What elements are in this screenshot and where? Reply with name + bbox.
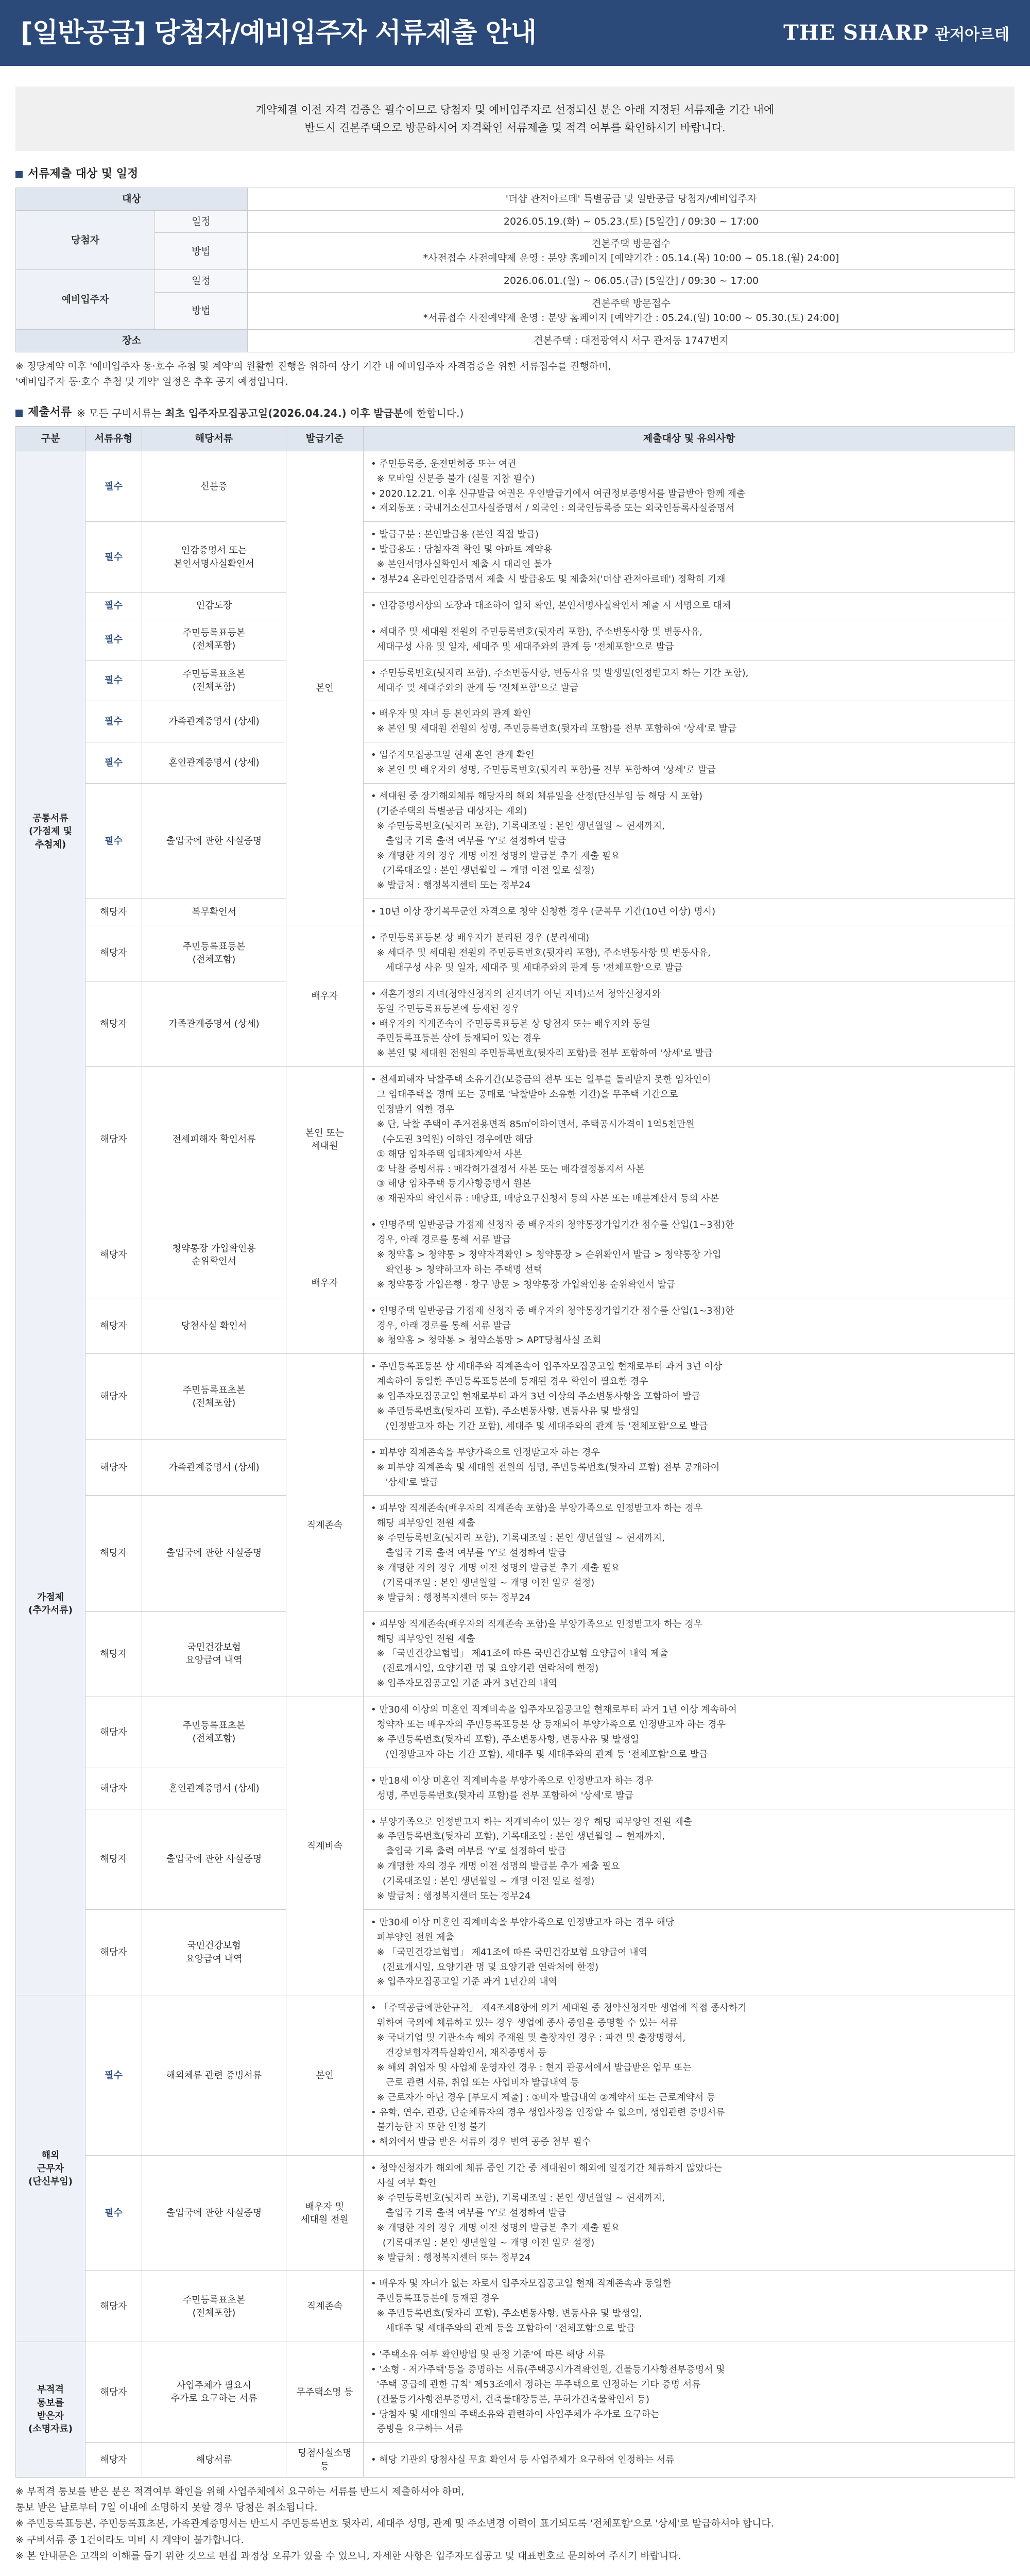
issuer-cell: 배우자 (286, 1212, 364, 1354)
doc-type-cell: 해당자 (85, 981, 142, 1066)
note-line: • 피부양 직계존속(배우자의 직계존속 포함)을 부양가족으로 인정받고자 하는 경우 (371, 1503, 703, 1514)
notice-line: 계약체결 이전 자격 검증은 필수이므로 당첨자 및 예비입주자로 선정되신 분은 아래 지정된 서류제출 기간 내에 (255, 104, 775, 116)
doc-type-cell: 필수 (85, 701, 142, 742)
note-line: (기록대조일 : 본인 생년월일 ~ 개명 이전 일로 설정) (371, 1577, 595, 1588)
reserve-method-label: 방법 (155, 292, 248, 329)
doc-notes-cell (364, 1995, 1015, 2156)
doc-name-cell: 사업주체가 필요시 추가로 요구하는 서류 (142, 2342, 286, 2443)
notice-line: 반드시 견본주택으로 방문하시어 자격확인 서류제출 및 적격 여부를 확인하시기 바랍니다. (304, 121, 726, 134)
note-line: ※ 해외 취업자 및 사업체 운영자인 경우 : 현지 관공서에서 발급받은 업무 또는 (371, 2062, 692, 2073)
doc-notes-cell (364, 2271, 1015, 2342)
doc-notes-cell (364, 1354, 1015, 1439)
note-line: 위하여 국외에 체류하고 있는 경우 생업에 종사 중임을 증명할 수 있는 서류 (371, 2018, 678, 2029)
note-line: ※ 청약홈 > 청약통 > 청약소통망 > APT당첨사실 조회 (371, 1335, 602, 1346)
doc-name-cell: 가족관계증명서 (상세) (142, 981, 286, 1066)
col-doc-name: 해당서류 (142, 427, 286, 451)
schedule-section-title: 서류제출 대상 및 일정 (15, 166, 1015, 182)
note-line: '상세'로 발급 (371, 1477, 439, 1488)
doc-notes-cell (364, 1909, 1015, 1995)
table-row (16, 2443, 1015, 2477)
doc-name-cell: 출입국에 관한 사실증명 (142, 783, 286, 899)
table-row (16, 2342, 1015, 2443)
doc-type-cell: 필수 (85, 522, 142, 593)
table-row (16, 451, 1015, 522)
note-line: • 인명주택 일반공급 가점제 신청자 중 배우자의 청약통장가입기간 점수를 산입(1~3점)한 (371, 1305, 734, 1316)
doc-name-cell: 신분증 (142, 451, 286, 522)
note-line: (인정받고자 하는 기간 포함), 세대주 및 세대주와의 관계 등 '전체포함'으로 발급 (371, 1420, 708, 1432)
note-line: • 배우자 및 자녀 등 본인과의 관계 확인 (371, 708, 531, 720)
note-line: • 피부양 직계존속을 부양가족으로 인정받고자 하는 경우 (371, 1447, 600, 1458)
note-line: • 주민등록번호(뒷자리 포함), 주소변동사항, 변동사유 및 발생일(인정받고자 하는 기간 포함), (371, 667, 749, 679)
table-row (16, 1496, 1015, 1611)
doc-notes-cell (364, 451, 1015, 522)
note-line: ※ 입주자모집공고일 기준 과거 3년간의 내역 (371, 1678, 558, 1689)
table-row (16, 1439, 1015, 1496)
note-line: • 「주택공급에관한규칙」 제4조제8항에 의거 세대원 중 청약신청자만 생업에 직접 종사하기 (371, 2003, 747, 2014)
note-line: ※ 세대주 및 세대원 전원의 주민등록번호(뒷자리 포함), 주소변동사항 및 변동사유, (371, 947, 711, 958)
doc-name-cell: 해외체류 관련 증빙서류 (142, 1995, 286, 2156)
doc-name-cell: 혼인관계증명서 (상세) (142, 742, 286, 784)
issuer-cell: 본인 (286, 1995, 364, 2156)
note-line: ③ 해당 임차주택 등기사항증명서 원본 (371, 1178, 531, 1190)
note-line: ※ 「국민건강보험법」 제41조에 따른 국민건강보험 요양급여 내역 제출 (371, 1648, 668, 1659)
note-line: (기록대조일 : 본인 생년월일 ~ 개명 이전 일로 설정) (371, 865, 595, 876)
note-line: (수도권 3억원) 이하인 경우에만 해당 (371, 1133, 533, 1145)
doc-notes-cell (364, 1611, 1015, 1697)
doc-type-cell: 해당자 (85, 1212, 142, 1298)
note-line: ※ 청약홈 > 청약통 > 청약자격확인 > 청약통장 > 순위확인서 발급 > 청약통장 가입 (371, 1249, 722, 1260)
doc-type-cell: 필수 (85, 619, 142, 660)
doc-notes-cell (364, 592, 1015, 619)
category-cell: 가점제 (추가서류) (16, 1212, 85, 1995)
winner-date-label: 일정 (155, 210, 248, 233)
note-line: • 청약신청자가 해외에 체류 중인 기간 중 세대원이 해외에 일정기간 체류하지 않았다는 (371, 2163, 723, 2174)
doc-type-cell: 해당자 (85, 1809, 142, 1909)
doc-notes-cell (364, 899, 1015, 925)
bottom-notes: ※ 부적격 통보를 받은 분은 적격여부 확인을 위해 사업주체에서 요구하는 서류를 반드시 제출하셔야 하며, 통보 받은 날로부터 7일 이내에 소명하지 못할 경우 당첨은 취소됩니다. ※ 주민등록표등본, 주민등록표초본, 가족관계증명서는 반드시 주민등록번호 뒷자리, 세대주 성명, 관계 및 주소변경 이력이 표기되도록 '전체포함'으로 '상세'로 발급하셔야 합니다. ※ 구비서류 중 1건이라도 미비 시 계약이 불가합니다. ※ 본 안내문은 고객의 이해를 돕기 위한 것으로 편집 과정상 오류가 있을 수 있으니, 자세한 사항은 입주자모집공고 및 대표번호로 문의하여 주시기 바랍니다. (15, 2485, 774, 2562)
doc-type-cell: 해당자 (85, 1439, 142, 1496)
doc-name-cell: 주민등록표초본 (전체포함) (142, 2271, 286, 2342)
doc-name-cell: 가족관계증명서 (상세) (142, 701, 286, 742)
reserve-date-label: 일정 (155, 270, 248, 293)
note-line: • 정부24 온라인인감증명서 제출 시 발급용도 및 제출처('더샵 관저아르테') 정확히 기재 (371, 574, 726, 585)
note-line: ④ 재권자의 확인서류 : 배당표, 배당요구신청서 등의 사본 또는 배분계산서 등의 사본 (371, 1193, 719, 1205)
table-row (16, 1697, 1015, 1768)
brand-logo-main: THE SHARP (783, 21, 929, 45)
square-bullet-icon (15, 410, 23, 417)
note-line: • 세대원 중 장기해외체류 해당자의 해외 체류일을 산정(단신부임 등 해당 시 포함) (371, 790, 703, 802)
note-line: 출입국 기록 출력 여부를 'Y'로 설정하여 발급 (371, 2207, 566, 2218)
table-row (16, 2271, 1015, 2342)
note-line: ※ 입주자모집공고일 현재로부터 과거 3년 이상의 주소변동사항을 포함하여 발급 (371, 1391, 701, 1402)
place-label: 장소 (16, 330, 248, 352)
note-line: 그 임대주택을 경매 또는 공매로 '낙찰받아 소유한 기간)을 무주택 기간으로 (371, 1089, 678, 1100)
note-line: 동일 주민등록표등본에 등재된 경우 (371, 1003, 520, 1014)
note-line: ※ 발급처 : 행정복지센터 또는 정부24 (371, 1890, 531, 1902)
issuer-cell: 본인 (286, 451, 364, 925)
note-line: ※ 본인 및 세대원 전원의 성명, 주민등록번호(뒷자리 포함)를 전부 포함하여 '상세'로 발급 (371, 723, 737, 735)
square-bullet-icon (15, 171, 23, 178)
note-line: 출입국 기록 출력 여부를 'Y'로 설정하여 발급 (371, 835, 566, 846)
doc-name-cell: 주민등록표등본 (전체포함) (142, 925, 286, 981)
table-row (16, 2156, 1015, 2271)
note-line: ※ 주민등록번호(뒷자리 포함), 기록대조일 : 본인 생년월일 ~ 현재까지, (371, 1831, 665, 1842)
note-line: ※ 주민등록번호(뒷자리 포함), 기록대조일 : 본인 생년월일 ~ 현재까지, (371, 1533, 665, 1544)
table-row (16, 1067, 1015, 1212)
note-line: • 주민등록표등본 상 배우자가 분리된 경우 (분리세대) (371, 933, 590, 944)
doc-notes-cell (364, 522, 1015, 593)
issuer-cell: 무주택소명 등 (286, 2342, 364, 2443)
table-row (16, 701, 1015, 742)
issuer-cell: 배우자 (286, 925, 364, 1067)
table-row (16, 1298, 1015, 1354)
doc-name-cell: 출입국에 관한 사실증명 (142, 1496, 286, 1611)
doc-name-cell: 주민등록표등본 (전체포함) (142, 619, 286, 660)
col-category: 구분 (16, 427, 85, 451)
note-line: • 발급용도 : 당첨자격 확인 및 아파트 계약용 (371, 544, 553, 555)
note-line: 세대구성 사유 및 일자, 세대주 및 세대주와의 관계 등 '전체포함'으로 발급 (371, 641, 674, 652)
table-row (16, 592, 1015, 619)
winner-date-value: 2026.05.19.(화) ~ 05.23.(토) [5일간] / 09:30 ~ 17:00 (248, 210, 1015, 233)
note-line: 계속하여 동일한 주민등록표등본에 등재된 경우 확인이 필요한 경우 (371, 1376, 648, 1387)
reserve-date-value: 2026.06.01.(월) ~ 06.05.(금) [5일간] / 09:30 ~ 17:00 (248, 270, 1015, 293)
doc-name-cell: 인감증명서 또는 본인서명사실확인서 (142, 522, 286, 593)
doc-type-cell: 해당자 (85, 1611, 142, 1697)
winner-label: 당첨자 (16, 210, 155, 270)
reserve-method-value: 견본주택 방문접수 *서류접수 사전예약제 운영 : 분양 홈페이지 [예약기간 : 05.24.(일) 10:00 ~ 05.30.(토) 24:00] (248, 292, 1015, 329)
doc-name-cell: 당첨사실 확인서 (142, 1298, 286, 1354)
col-doc-type: 서류유형 (85, 427, 142, 451)
doc-notes-cell (364, 1298, 1015, 1354)
note-line: • 주민등록증, 운전면허증 또는 여권 (371, 458, 517, 469)
note-line: 경우, 아래 경로를 통해 서류 발급 (371, 1234, 511, 1246)
table-row (16, 619, 1015, 660)
doc-type-cell: 해당자 (85, 1298, 142, 1354)
docs-section-title: 제출서류 ※ 모든 구비서류는 최초 입주자모집공고일(2026.04.24.) 이후 발급분에 한합니다.) (15, 405, 1015, 421)
note-line: ※ 「국민건강보험법」 제41조에 따른 국민건강보험 요양급여 내역 (371, 1946, 648, 1958)
table-row (16, 660, 1015, 701)
note-line: • 배우자의 직계존속이 주민등록표등본 상 당첨자 또는 배우자와 동일 (371, 1018, 651, 1029)
doc-notes-cell (364, 1809, 1015, 1909)
doc-name-cell: 주민등록표초본 (전체포함) (142, 1354, 286, 1439)
doc-notes-cell (364, 1067, 1015, 1212)
note-line: ② 낙찰 증빙서류 : 매각허가결정서 사본 또는 매각결정통지서 사본 (371, 1163, 645, 1175)
issuer-cell: 직계존속 (286, 2271, 364, 2342)
note-line: 세대주 및 세대주와의 관계 등 '전체포함'으로 발급 (371, 682, 579, 693)
doc-notes-cell (364, 660, 1015, 701)
note-line: • 재혼가정의 자녀(청약신청자의 친자녀가 아닌 자녀)로서 청약신청자와 (371, 988, 661, 999)
note-line: • 세대주 및 세대원 전원의 주민등록번호(뒷자리 포함), 주소변동사항 및 변동사유, (371, 626, 703, 637)
issuer-cell: 본인 또는 세대원 (286, 1067, 364, 1212)
doc-name-cell: 출입국에 관한 사실증명 (142, 1809, 286, 1909)
note-line: 주민등록표등본 상에 등재되어 있는 경우 (371, 1033, 541, 1044)
note-line: • 배우자 및 자녀가 없는 자로서 입주자모집공고일 현재 직계존속과 동일한 (371, 2278, 672, 2290)
note-line: • '주택소유 여부 확인방법 및 판정 기준'에 따른 해당 서류 (371, 2349, 605, 2360)
schedule-header-value: '더샵 관저아르테' 특별공급 및 일반공급 당첨자/예비입주자 (248, 188, 1015, 211)
doc-notes-cell (364, 925, 1015, 981)
doc-type-cell: 해당자 (85, 2271, 142, 2342)
table-row (16, 925, 1015, 981)
doc-notes-cell (364, 1439, 1015, 1496)
page-title: [일반공급] 당첨자/예비입주자 서류제출 안내 (21, 17, 537, 48)
col-notes: 제출대상 및 유의사항 (364, 427, 1015, 451)
note-line: ① 해당 임차주택 임대차계약서 사본 (371, 1148, 522, 1160)
brand-logo-sub: 관저아르테 (935, 26, 1009, 44)
note-line: ※ 개명한 자의 경우 개명 이전 성명의 발급분 추가 제출 필요 (371, 1861, 620, 1872)
category-cell: 부적격 통보를 받은자 (소명자료) (16, 2342, 85, 2478)
note-line: (건물등기사항전부증명서, 건축물대장등본, 무허가건축물확인서 등) (371, 2394, 649, 2405)
page-header (0, 0, 1030, 66)
note-line: 세대주 및 세대주와의 관계 등을 포함하여 '전체포함'으로 발급 (371, 2323, 636, 2334)
note-line: ※ 국내기업 및 기관소속 해외 주재원 및 출장자인 경우 : 파견 및 출장명령서, (371, 2032, 686, 2044)
note-line: 해당 피부양인 전원 제출 (371, 1518, 475, 1529)
note-line: 근로 관련 서류, 취업 또는 사업비자 발급내역 등 (371, 2077, 579, 2088)
doc-type-cell: 해당자 (85, 1768, 142, 1809)
note-line: • 재외동포 : 국내거소신고사실증명서 / 외국인 : 외국인등록증 또는 외국인등록사실증명서 (371, 503, 735, 514)
table-row (16, 1212, 1015, 1298)
table-row (16, 742, 1015, 784)
note-line: • 인감증명서상의 도장과 대조하여 일치 확인, 본인서명사실확인서 제출 시 서명으로 대체 (371, 600, 731, 611)
note-line: • 해당 기관의 당첨사실 무효 확인서 등 사업주체가 요구하여 인정하는 서류 (371, 2454, 675, 2465)
note-line: 청약자 또는 배우자의 주민등록표등본 상 등재되어 부양가족으로 인정받고자 하는 경우 (371, 1719, 726, 1731)
note-line: ※ 주민등록번호(뒷자리 포함), 주소변동사항, 변동사유 및 발생일, (371, 2308, 642, 2319)
doc-name-cell: 주민등록표초본 (전체포함) (142, 1697, 286, 1768)
note-line: • 10년 이상 장기복무군인 자격으로 청약 신청한 경우 (군복무 기간(10년 이상) 명시) (371, 906, 716, 918)
note-line: 경우, 아래 경로를 통해 서류 발급 (371, 1320, 511, 1331)
doc-name-cell: 인감도장 (142, 592, 286, 619)
note-line: ※ 본인서명사실확인서 제출 시 대리인 불가 (371, 559, 552, 570)
intro-notice (15, 87, 1015, 151)
doc-notes-cell (364, 701, 1015, 742)
doc-name-cell: 주민등록표초본 (전체포함) (142, 660, 286, 701)
issuer-cell: 배우자 및 세대원 전원 (286, 2156, 364, 2271)
table-row (16, 1909, 1015, 1995)
category-cell: 공통서류 (가점제 및 추첨제) (16, 451, 85, 1212)
doc-notes-cell (364, 783, 1015, 899)
note-line: 출입국 기록 출력 여부를 'Y'로 설정하여 발급 (371, 1548, 566, 1559)
doc-type-cell: 해당자 (85, 1354, 142, 1439)
doc-name-cell: 국민건강보험 요양급여 내역 (142, 1611, 286, 1697)
note-line: • 만30세 이상 미혼인 직계비속을 부양가족으로 인정받고자 하는 경우 해당 (371, 1917, 675, 1928)
doc-notes-cell (364, 1768, 1015, 1809)
note-line: ※ 주민등록번호(뒷자리 포함), 주소변동사항, 변동사유 및 발생일 (371, 1734, 640, 1745)
table-row (16, 1768, 1015, 1809)
doc-type-cell: 해당자 (85, 2443, 142, 2477)
note-line: (인정받고자 하는 기간 포함), 세대주 및 세대주와의 관계 등 '전체포함'으로 발급 (371, 1749, 708, 1760)
category-cell: 해외 근무자 (단신부임) (16, 1995, 85, 2342)
note-line: ※ 발급처 : 행정복지센터 또는 정부24 (371, 2252, 531, 2263)
doc-name-cell: 해당서류 (142, 2443, 286, 2477)
doc-type-cell: 해당자 (85, 2342, 142, 2443)
table-row (16, 1354, 1015, 1439)
table-row (16, 1611, 1015, 1697)
note-line: ※ 발급처 : 행정복지센터 또는 정부24 (371, 880, 531, 891)
note-line: (진료개시일, 요양기관 명 및 요양기관 연락처에 한정) (371, 1961, 599, 1973)
note-line: ※ 본인 및 세대원 전원의 주민등록번호(뒷자리 포함)를 전부 포함하여 '상세'로 발급 (371, 1048, 713, 1059)
doc-type-cell: 해당자 (85, 1909, 142, 1995)
doc-name-cell: 혼인관계증명서 (상세) (142, 1768, 286, 1809)
note-line: '주택 공급에 관한 규칙' 제53조에서 정하는 무주택으로 인정하는 기타 증명 서류 (371, 2379, 701, 2390)
doc-notes-cell (364, 2156, 1015, 2271)
table-row (16, 899, 1015, 925)
issuer-cell: 직계비속 (286, 1697, 364, 1995)
col-issuer: 발급기준 (286, 427, 364, 451)
reserve-label: 예비입주자 (16, 270, 155, 330)
note-line: (기준주택의 특별공급 대상자는 제외) (371, 805, 527, 817)
note-line: 사실 여부 확인 (371, 2178, 437, 2189)
note-line: ※ 개명한 자의 경우 개명 이전 성명의 발급분 추가 제출 필요 (371, 2222, 620, 2233)
note-line: ※ 개명한 자의 경우 개명 이전 성명의 발급분 추가 제출 필요 (371, 1563, 620, 1574)
doc-notes-cell (364, 2443, 1015, 2477)
note-line: • 입주자모집공고일 현재 혼인 관계 확인 (371, 750, 535, 761)
note-line: ※ 발급처 : 행정복지센터 또는 정부24 (371, 1592, 531, 1603)
note-line: 주민등록표등본에 등재된 경우 (371, 2293, 499, 2304)
note-line: ※ 청약통장 가입은행 · 창구 방문 > 청약통장 가입확인용 순위확인서 발급 (371, 1279, 676, 1290)
table-row (16, 1995, 1015, 2156)
schedule-header-label: 대상 (16, 188, 248, 211)
doc-notes-cell (364, 1496, 1015, 1611)
doc-notes-cell (364, 2342, 1015, 2443)
doc-name-cell: 가족관계증명서 (상세) (142, 1439, 286, 1496)
doc-type-cell: 해당자 (85, 925, 142, 981)
doc-type-cell: 필수 (85, 783, 142, 899)
documents-table-header (16, 427, 1015, 451)
table-row (16, 783, 1015, 899)
table-row (16, 1809, 1015, 1909)
doc-type-cell: 필수 (85, 1995, 142, 2156)
note-line: (기록대조일 : 본인 생년월일 ~ 개명 이전 일로 설정) (371, 1876, 595, 1887)
note-line: • 전세피해자 낙찰주택 소유기간(보증금의 전부 또는 일부를 돌려받지 못한 임차인이 (371, 1074, 711, 1086)
doc-type-cell: 필수 (85, 451, 142, 522)
note-line: ※ 본인 및 배우자의 성명, 주민등록번호(뒷자리 포함)를 전부 포함하여 '상세'로 발급 (371, 765, 716, 776)
note-line: 피부양인 전원 제출 (371, 1931, 454, 1943)
table-row (16, 981, 1015, 1066)
note-line: • 부양가족으로 인정받고자 하는 직계비속이 있는 경우 해당 피부양인 전원 제출 (371, 1816, 693, 1827)
note-line: ※ 근로자가 아닌 경우 [부모시 제출] : ①비자 발급내역 ②계약서 또는 근로계약서 등 (371, 2092, 716, 2103)
note-line: ※ 단, 낙찰 주택이 주거전용면적 85㎡이하이면서, 주택공시가격이 1억5천만원 (371, 1118, 695, 1130)
table-row (16, 522, 1015, 593)
place-value: 견본주택 : 대전광역시 서구 관저동 1747번지 (248, 330, 1015, 352)
note-line: ※ 주민등록번호(뒷자리 포함), 주소변동사항, 변동사유 및 발생일 (371, 1406, 640, 1417)
doc-name-cell: 청약통장 가입확인용 순위확인서 (142, 1212, 286, 1298)
note-line: • 유학, 연수, 관광, 단순체류자의 경우 생업사정을 인정할 수 없으며, 생업관련 증빙서류 (371, 2107, 725, 2118)
note-line: 출입국 기록 출력 여부를 'Y'로 설정하여 발급 (371, 1846, 566, 1857)
note-line: • 2020.12.21. 이후 신규발급 여권은 우인발급기에서 여권정보증명서를 발급받아 함께 제출 (371, 488, 746, 499)
doc-name-cell: 국민건강보험 요양급여 내역 (142, 1909, 286, 1995)
note-line: • 피부양 직계존속(배우자의 직계존속 포함)을 부양가족으로 인정받고자 하는 경우 (371, 1618, 703, 1630)
doc-notes-cell (364, 742, 1015, 784)
note-line: 세대구성 사유 및 일자, 세대주 및 세대주와의 관계 등 '전체포함'으로 발급 (371, 962, 683, 973)
note-line: 건강보험자격득실확인서, 재직증명서 등 (371, 2047, 547, 2058)
schedule-table (15, 188, 1015, 352)
documents-table (15, 426, 1015, 2478)
note-line: • 주민등록표등본 상 세대주와 직계존속이 입주자모집공고일 현재로부터 과거 3년 이상 (371, 1361, 723, 1372)
note-line: 확인용 > 청약하고자 하는 주택명 선택 (371, 1264, 543, 1275)
issuer-cell: 당첨사실소명 등 (286, 2443, 364, 2477)
note-line: 증빙을 요구하는 서류 (371, 2424, 464, 2435)
note-line: ※ 주민등록번호(뒷자리 포함), 기록대조일 : 본인 생년월일 ~ 현재까지, (371, 2192, 665, 2204)
doc-name-cell: 복무확인서 (142, 899, 286, 925)
note-line: • 당첨자 및 세대원의 주택소유와 관련하여 사업주체가 추가로 요구하는 (371, 2409, 660, 2420)
doc-notes-cell (364, 619, 1015, 660)
note-line: ※ 주민등록번호(뒷자리 포함), 기록대조일 : 본인 생년월일 ~ 현재까지, (371, 820, 665, 832)
note-line: (기록대조일 : 본인 생년월일 ~ 개명 이전 일로 설정) (371, 2237, 595, 2248)
doc-notes-cell (364, 981, 1015, 1066)
doc-type-cell: 해당자 (85, 1496, 142, 1611)
note-line: 해당 피부양인 전원 제출 (371, 1633, 475, 1645)
note-line: • 만30세 이상의 미혼인 직계비속을 입주자모집공고일 현재로부터 과거 1년 이상 계속하여 (371, 1704, 737, 1716)
note-line: ※ 모바일 신분증 불가 (실물 지참 필수) (371, 473, 535, 484)
doc-type-cell: 해당자 (85, 899, 142, 925)
issuer-cell: 직계존속 (286, 1354, 364, 1697)
note-line: 인정받기 위한 경우 (371, 1104, 454, 1115)
note-line: 불가능한 자 또한 인정 불가 (371, 2122, 487, 2133)
docs-section-note: ※ 모든 구비서류는 최초 입주자모집공고일(2026.04.24.) 이후 발급분에 한합니다.) (77, 406, 464, 419)
doc-name-cell: 출입국에 관한 사실증명 (142, 2156, 286, 2271)
doc-type-cell: 필수 (85, 742, 142, 784)
doc-notes-cell (364, 1697, 1015, 1768)
doc-type-cell: 해당자 (85, 1067, 142, 1212)
note-line: • 만18세 이상 미혼인 직계비속을 부양가족으로 인정받고자 하는 경우 (371, 1775, 654, 1786)
note-line: (진료개시일, 요양기관 명 및 요양기관 연락처에 한정) (371, 1663, 599, 1674)
note-line: • 인명주택 일반공급 가점제 신청자 중 배우자의 청약통장가입기간 점수를 산입(1~3점)한 (371, 1219, 734, 1231)
doc-type-cell: 필수 (85, 2156, 142, 2271)
note-line: • '소형 · 저가주택'등을 증명하는 서류(주택공시가격확인원, 건물등기사항전부증명서 및 (371, 2364, 725, 2375)
brand-logo (783, 19, 1009, 47)
winner-method-label: 방법 (155, 233, 248, 270)
note-line: • 해외에서 발급 받은 서류의 경우 번역 공증 첨부 필수 (371, 2137, 591, 2148)
doc-notes-cell (364, 1212, 1015, 1298)
note-line: • 발급구분 : 본인발급용 (본인 직접 발급) (371, 529, 539, 540)
doc-type-cell: 필수 (85, 592, 142, 619)
note-line: ※ 개명한 자의 경우 개명 이전 성명의 발급분 추가 제출 필요 (371, 850, 620, 861)
schedule-footnote: ※ 정당계약 이후 '예비입주자 동·호수 추첨 및 계약'의 원활한 진행을 위하여 상기 기간 내 예비입주자 자격검증을 위한 서류접수를 진행하며, '예비입주자 동·호수 추첨 및 계약' 일정은 추후 공지 예정입니다. (15, 360, 611, 388)
doc-name-cell: 전세피해자 확인서류 (142, 1067, 286, 1212)
note-line: ※ 입주자모집공고일 기준 과거 1년간의 내역 (371, 1976, 558, 1988)
doc-type-cell: 해당자 (85, 1697, 142, 1768)
note-line: ※ 피부양 직계존속 및 세대원 전원의 성명, 주민등록번호(뒷자리 포함) 전부 공개하여 (371, 1462, 720, 1473)
winner-method-value: 견본주택 방문접수 *사전접수 사전예약제 운영 : 분양 홈페이지 [예약기간 : 05.14.(목) 10:00 ~ 05.18.(월) 24:00] (248, 233, 1015, 270)
doc-type-cell: 필수 (85, 660, 142, 701)
note-line: 성명, 주민등록번호(뒷자리 포함)를 전부 포함하여 '상세'로 발급 (371, 1790, 634, 1801)
